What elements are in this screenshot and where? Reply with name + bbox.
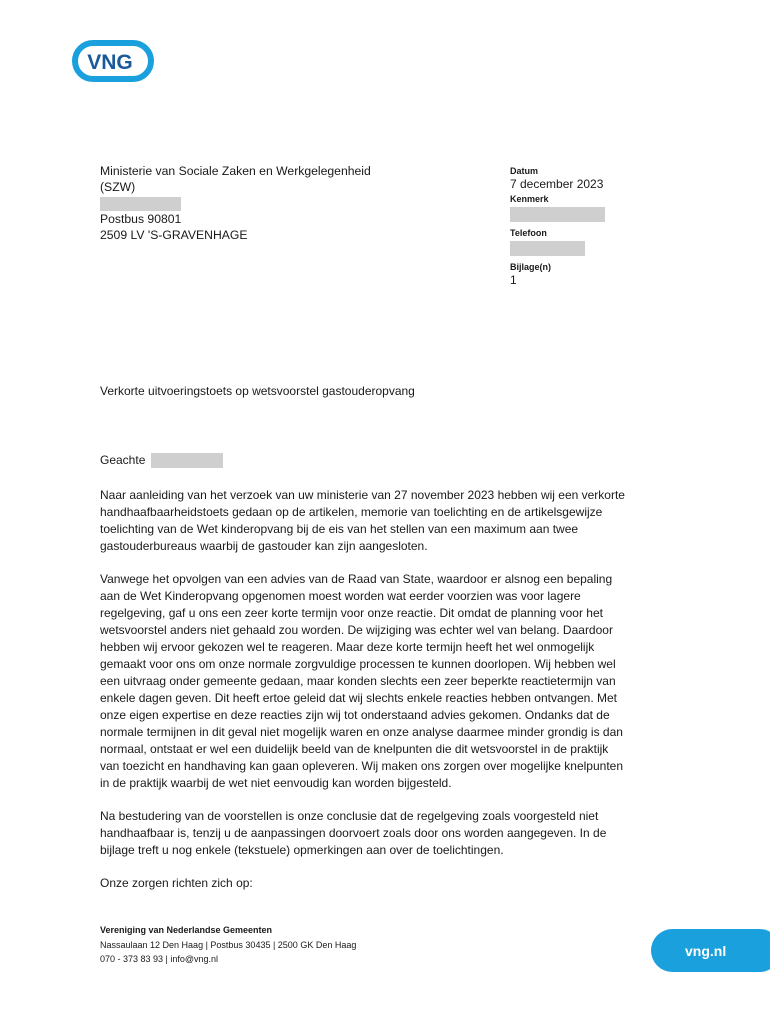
body-paragraph (100, 875, 690, 892)
body-line: gastouderbureaus waarbij de gastouder kan zijn aangesloten. (100, 539, 428, 553)
vng-logo (63, 38, 157, 84)
addressee-block (100, 163, 430, 243)
logo-text: VNG (87, 51, 133, 74)
body-line: handhaafbaar is, tenzij u de aanpassingen doorvoert zoals door ons worden aangegeven. In de (100, 826, 607, 840)
addressee-line-3: Postbus 90801 (100, 212, 182, 226)
body-line: in de praktijk waarbij de wet niet eenvoudig kan worden bijgesteld. (100, 776, 452, 790)
body-line: Na bestudering van de voorstellen is onze conclusie dat de regelgeving zoals voorgesteld niet (100, 809, 599, 823)
body-line: gemaakt voor ons om onze normale zorgvuldige processen te kunnen doorlopen. Wij hebben wel (100, 657, 616, 671)
body-line: onze eigen expertise en deze reacties zijn wij tot onderstaand advies gekomen. Ondanks dat de (100, 708, 610, 722)
letter-subject: Verkorte uitvoeringstoets op wetsvoorstel gastouderopvang (100, 384, 415, 398)
body-line: toelichting van de Wet kinderopvang bij de eis van het stellen van een maximum aan twee (100, 522, 579, 536)
body-paragraph (100, 487, 690, 555)
body-line: Vanwege het opvolgen van een advies van de Raad van State, waardoor er alsnog een bepaling (100, 572, 613, 586)
addressee-line-2: (SZW) (100, 180, 136, 194)
phone-label: Telefoon (510, 228, 547, 238)
website-badge-text: vng.nl (685, 942, 727, 959)
body-paragraph (100, 808, 690, 859)
addressee-line-1: Ministerie van Sociale Zaken en Werkgelegenheid (100, 164, 371, 178)
body-line: aan de Wet Kinderopvang opgenomen moest worden wat eerder voorzien was voor lagere (100, 589, 581, 603)
letter-body (100, 487, 690, 908)
salutation-text: Geachte (100, 453, 146, 467)
addressee-redacted (100, 195, 430, 211)
date-label: Datum (510, 166, 539, 176)
salutation (100, 452, 223, 468)
footer-contact: 070 - 373 83 93 | info@vng.nl (100, 954, 219, 964)
footer-address: Nassaulaan 12 Den Haag | Postbus 30435 | 2500 GK Den Haag (100, 939, 357, 950)
body-paragraph (100, 571, 690, 792)
body-line: van toezicht en handhaving kan gaan opleveren. Wij maken ons zorgen over mogelijke knelpunten (100, 759, 623, 773)
body-line: normale termijnen in dit geval niet mogelijk waren en onze analyse daarmee minder grondig is dan (100, 725, 623, 739)
reference-label: Kenmerk (510, 194, 549, 204)
body-line: wetsvoorstel anders niet gehaald zou worden. De wijziging was echter wel van belang. Daardoor (100, 623, 613, 637)
body-line: normaal, ontstaat er wel een duidelijk beeld van de knelpunten die dit wetsvoorstel in de praktijk (100, 742, 609, 756)
addressee-line-4: 2509 LV 'S-GRAVENHAGE (100, 228, 248, 242)
attachments-label: Bijlage(n) (510, 262, 552, 272)
letter-metadata (510, 164, 710, 288)
footer (100, 923, 356, 967)
body-line: Onze zorgen richten zich op: (100, 876, 253, 890)
body-line: Naar aanleiding van het verzoek van uw ministerie van 27 november 2023 hebben wij een verkorte (100, 488, 625, 502)
salutation-redacted (151, 453, 223, 468)
body-line: een uitvraag onder gemeente gedaan, maar konden slechts een zeer beperkte reactietermijn van (100, 674, 616, 688)
body-line: bijlage treft u nog enkele (tekstuele) opmerkingen aan over de toelichtingen. (100, 843, 504, 857)
body-line: handhaafbaarheidstoets gedaan op de artikelen, memorie van toelichting en de artikelsgewijze (100, 505, 603, 519)
footer-org: Vereniging van Nederlandse Gemeenten (100, 925, 273, 935)
attachments-value: 1 (510, 273, 517, 287)
vng-logo-icon (63, 38, 157, 84)
body-line: hebben wij ervoor gekozen wel te reageren. Maar deze korte termijn heeft het wel onmogelijk (100, 640, 595, 654)
body-line: regelgeving, gaf u ons een zeer korte termijn voor onze reactie. Dit omdat de planning voor het (100, 606, 603, 620)
website-badge[interactable] (651, 929, 770, 972)
date-value: 7 december 2023 (510, 177, 604, 191)
phone-redacted (510, 239, 710, 257)
body-line: enkele dagen geven. Dit heeft ertoe geleid dat wij slechts enkele reacties hebben ontvangen. Met (100, 691, 618, 705)
reference-redacted (510, 205, 710, 223)
